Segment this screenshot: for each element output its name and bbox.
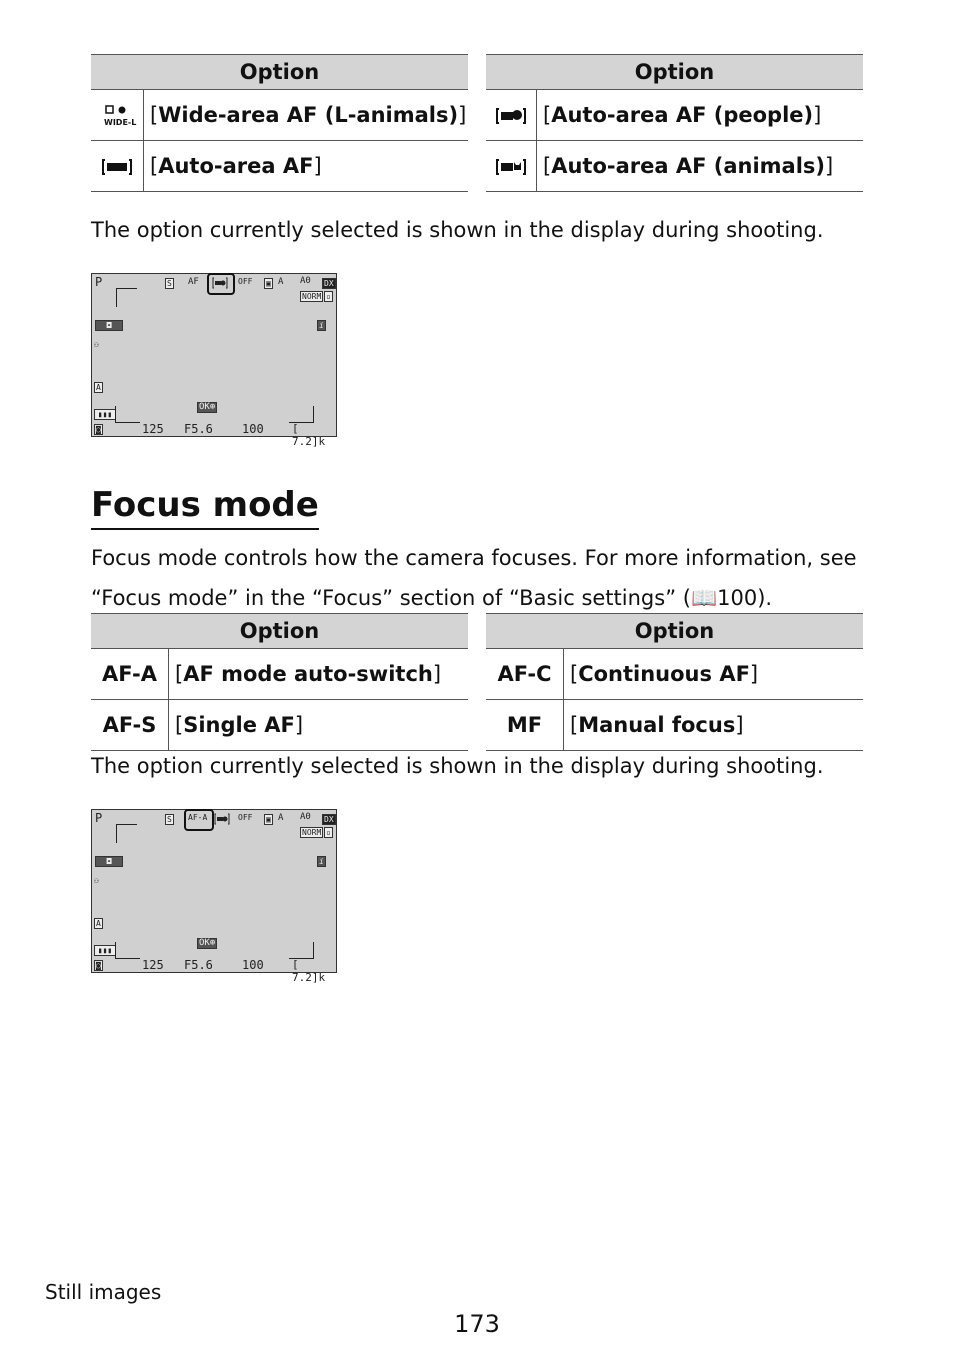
page-reference-link[interactable]: 100 [717, 586, 758, 610]
info-icon: i [319, 857, 324, 866]
paragraph: The option currently selected is shown in the display during shooting. [91, 218, 824, 242]
auto-area-animals-icon [496, 157, 526, 177]
section-title: Focus mode [91, 484, 319, 530]
option-code: AF-C [486, 649, 564, 700]
book-icon: 📖 [690, 586, 718, 610]
table-row: [Auto-area AF] [91, 141, 468, 192]
auto-area-af-icon [102, 158, 132, 176]
auto-area-people-icon [496, 106, 526, 126]
option-code: AF-A [91, 649, 169, 700]
aperture: F5.6 [184, 958, 213, 972]
footer-section-name: Still images [45, 1280, 162, 1304]
vr-off-icon: OFF [238, 813, 253, 822]
focus-mode-icon: AF [188, 277, 199, 287]
white-balance-icon: A [278, 277, 284, 287]
info-icon: i [319, 321, 324, 330]
option-label: Auto-area AF (people) [551, 103, 814, 127]
table-header: Option [91, 55, 468, 90]
bracketing-icon: ⚇ [94, 340, 99, 349]
auto-icon: A [96, 383, 101, 392]
frames-remaining: [ 7.2]k [292, 958, 326, 984]
metering-mode-icon: ◙ [96, 425, 101, 434]
section-intro: Focus mode controls how the camera focuses. For more information, see “Focus mode” in the “Focus” section of “Basic settings” (📖100). [91, 546, 857, 610]
metering-icon: ▣ [266, 279, 271, 288]
table-row: [Auto-area AF (people)] [486, 90, 863, 141]
image-size-icon: ▫ [326, 828, 331, 837]
table-header: Option [486, 614, 863, 649]
focus-mode-highlighted: AF-A [188, 813, 208, 822]
shutter-speed: 125 [142, 958, 164, 972]
table-row: AF-A [AF mode auto-switch] [91, 649, 468, 700]
bracketing-icon: ⚇ [94, 876, 99, 885]
shutter-speed: 125 [142, 422, 164, 436]
release-mode-icon: S [167, 279, 172, 288]
table-row: WIDE-L [Wide-area AF (L-animals)] [91, 90, 468, 141]
table-row: AF-C [Continuous AF] [486, 649, 863, 700]
option-label: Auto-area AF (animals) [551, 154, 826, 178]
scene-icon: ◘ [95, 320, 123, 331]
iso-value: 100 [242, 958, 264, 972]
page-number: 173 [454, 1310, 500, 1338]
option-label: Auto-area AF [158, 154, 314, 178]
dx-icon: DX [324, 815, 334, 824]
af-area-icon [214, 813, 230, 825]
ok-button-icon: OK⊕ [199, 402, 216, 412]
af-area-table-right [486, 54, 863, 192]
white-balance-icon: A [278, 813, 284, 823]
af-area-icon [212, 277, 228, 289]
wide-area-l-animals-icon [103, 104, 137, 128]
release-mode-icon: S [167, 815, 172, 824]
option-label: Continuous AF [578, 662, 750, 686]
scene-icon: ◘ [95, 856, 123, 867]
camera-display-2 [91, 809, 337, 984]
frames-remaining: [ 7.2]k [292, 422, 326, 448]
aperture: F5.6 [184, 422, 213, 436]
table-row: AF-S [Single AF] [91, 700, 468, 751]
metering-mode-icon: ◙ [96, 961, 101, 970]
option-code: MF [486, 700, 564, 751]
vr-off-icon: OFF [238, 277, 253, 286]
battery-icon: ▮▮▮ [94, 409, 116, 420]
image-size-icon: ▫ [326, 292, 331, 301]
table-header: Option [486, 55, 863, 90]
camera-display-1 [91, 273, 337, 448]
shooting-mode: P [95, 275, 103, 289]
focus-mode-table-left [91, 613, 468, 751]
ok-button-icon: OK⊕ [199, 938, 216, 948]
option-label: AF mode auto-switch [183, 662, 433, 686]
option-label: Wide-area AF (L-animals) [158, 103, 459, 127]
picture-control-icon: A0 [300, 276, 311, 286]
iso-value: 100 [242, 422, 264, 436]
picture-control-icon: A0 [300, 812, 311, 822]
table-header: Option [91, 614, 468, 649]
option-code: AF-S [91, 700, 169, 751]
image-quality-badge: NORM [302, 828, 322, 837]
svg-text:WIDE-L: WIDE-L [104, 117, 137, 127]
metering-icon: ▣ [266, 815, 271, 824]
image-quality-badge: NORM [302, 292, 322, 301]
shooting-mode: P [95, 811, 103, 825]
focus-mode-table-right [486, 613, 863, 751]
af-area-table-left [91, 54, 468, 192]
option-label: Manual focus [578, 713, 736, 737]
battery-icon: ▮▮▮ [94, 945, 116, 956]
table-row: [Auto-area AF (animals)] [486, 141, 863, 192]
table-row: MF [Manual focus] [486, 700, 863, 751]
dx-icon: DX [324, 279, 334, 288]
auto-icon: A [96, 919, 101, 928]
paragraph: The option currently selected is shown in the display during shooting. [91, 754, 824, 778]
option-label: Single AF [183, 713, 295, 737]
